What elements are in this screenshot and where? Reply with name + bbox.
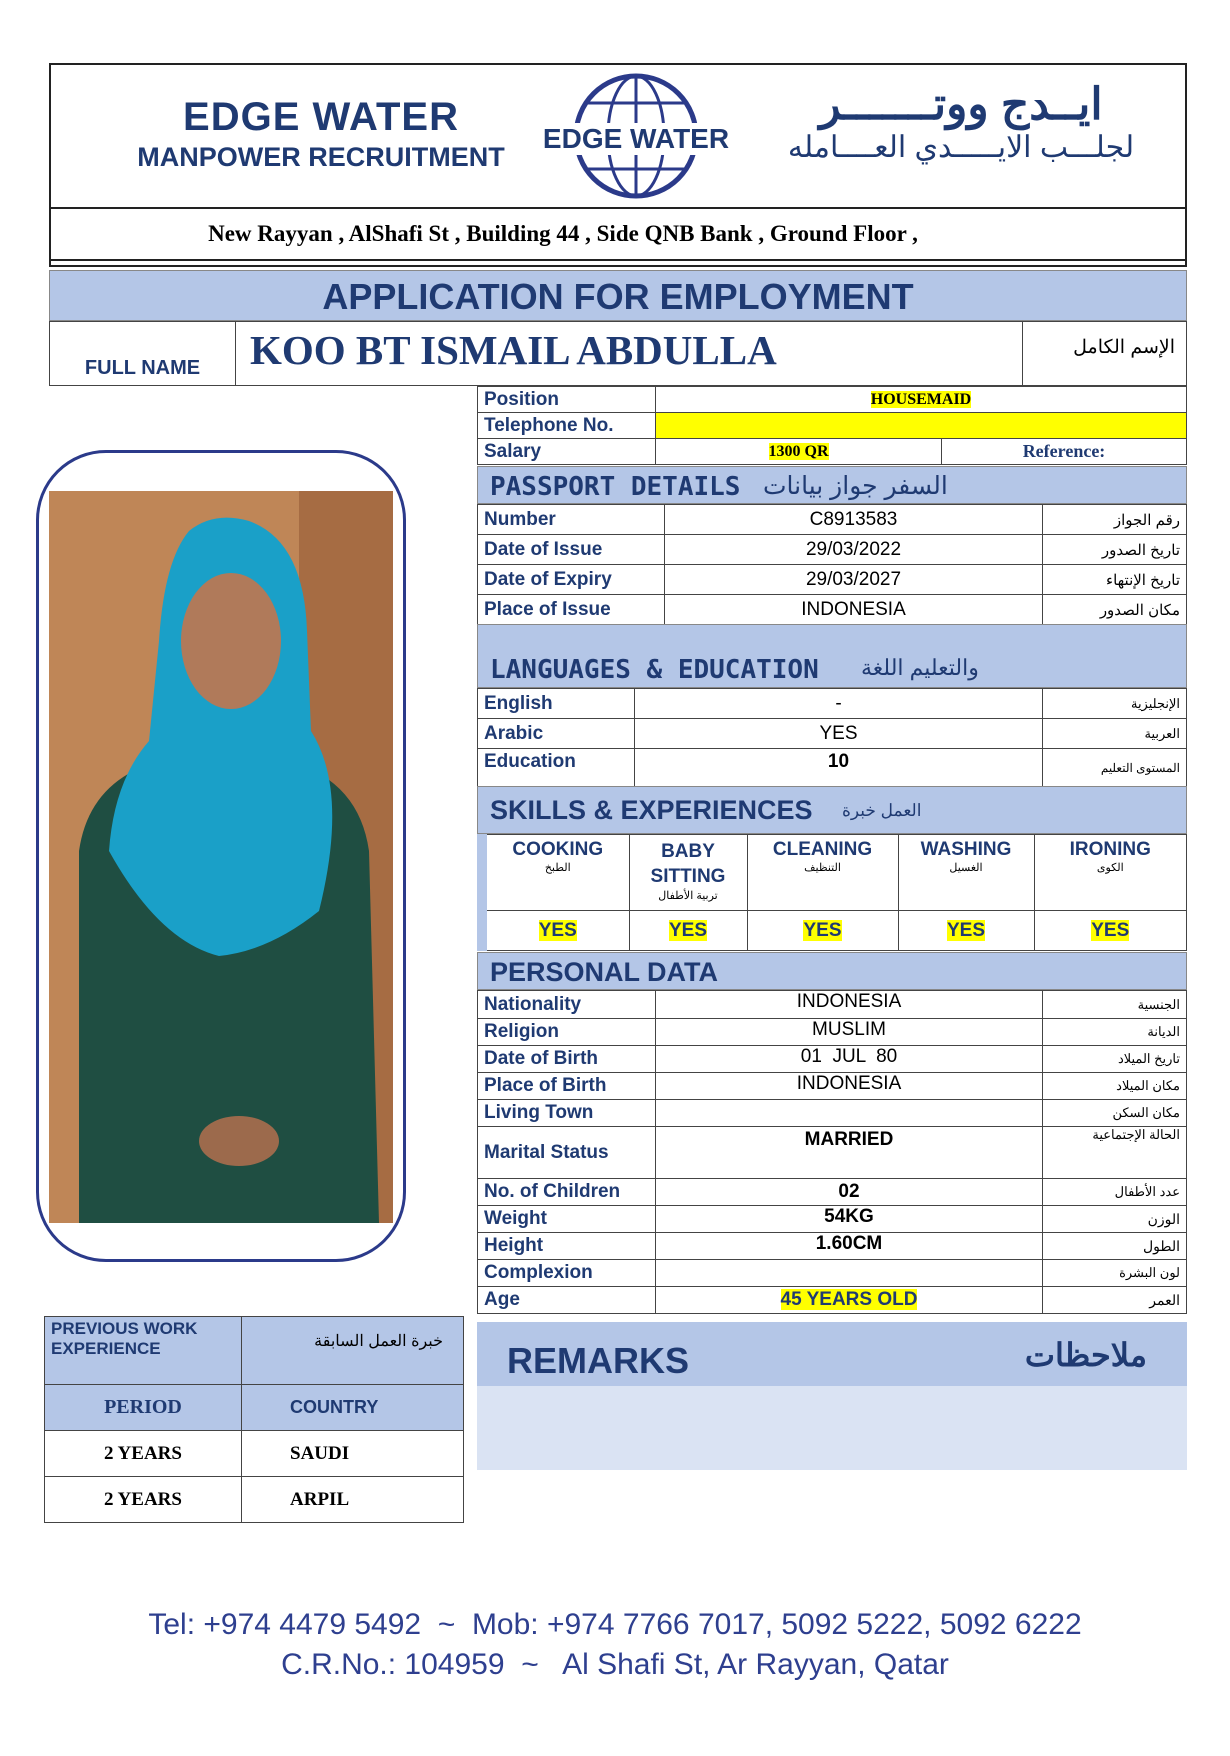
arabic-value: YES <box>635 719 1043 749</box>
complexion-value <box>656 1260 1043 1287</box>
pob-label: Place of Birth <box>478 1073 656 1100</box>
position-cell <box>656 387 1187 413</box>
passport-heading-text: PASSPORT DETAILS <box>490 472 741 502</box>
english-label-ar: الإنجليزية <box>1043 689 1187 719</box>
table-row <box>478 505 1187 535</box>
skill-washing <box>898 835 1034 911</box>
height-label-ar: الطول <box>1043 1233 1187 1260</box>
issue-date-label: Date of Issue <box>478 535 665 565</box>
pob-value: INDONESIA <box>656 1073 1043 1100</box>
complexion-label: Complexion <box>478 1260 656 1287</box>
languages-heading <box>477 624 1187 688</box>
divider <box>1022 322 1023 385</box>
table-row <box>45 1317 464 1385</box>
dob-label: Date of Birth <box>478 1046 656 1073</box>
skill-cleaning-value: YES <box>803 919 842 941</box>
table-row <box>478 1179 1187 1206</box>
brand-right <box>751 79 1171 165</box>
living-town-value <box>656 1100 1043 1127</box>
logo-text: EDGE WATER <box>542 123 730 154</box>
skill-washing-name: WASHING <box>920 839 1012 860</box>
expiry-date-label-ar: تاريخ الإنتهاء <box>1043 565 1187 595</box>
expiry-date-value: 29/03/2027 <box>665 565 1043 595</box>
skill-cooking-name-ar: الطبخ <box>544 862 571 874</box>
applicant-photo <box>49 491 393 1223</box>
position-label: Position <box>478 387 656 413</box>
children-label: No. of Children <box>478 1179 656 1206</box>
page-title: APPLICATION FOR EMPLOYMENT <box>49 270 1187 321</box>
footer-registration: C.R.No.: 104959 ~ Al Shafi St, Ar Rayyan, Qatar <box>281 1648 949 1681</box>
education-value: 10 <box>635 749 1043 787</box>
skill-ironing-name-ar: الكوى <box>1096 862 1124 874</box>
address-bar <box>51 207 1185 261</box>
skills-heading <box>477 786 1187 834</box>
skill-ironing-value: YES <box>1091 919 1130 941</box>
table-row <box>45 1477 464 1523</box>
full-name-value: KOO BT ISMAIL ABDULLA <box>250 327 777 373</box>
period-value: 2 YEARS <box>45 1477 242 1523</box>
skill-cleaning-name-ar: التنظيف <box>804 862 841 874</box>
letterhead <box>49 63 1187 267</box>
table-row <box>478 1100 1187 1127</box>
remarks-label: REMARKS <box>507 1340 690 1381</box>
address-text: New Rayyan , AlShafi St , Building 44 , Side QNB Bank , Ground Floor , <box>208 221 918 246</box>
children-label-ar: عدد الأطفال <box>1043 1179 1187 1206</box>
children-value: 02 <box>656 1179 1043 1206</box>
salary-value: 1300 QR <box>768 442 829 460</box>
education-label: Education <box>478 749 635 787</box>
skill-cooking-name: COOKING <box>512 839 604 860</box>
passport-heading-ar: السفر جواز بيانات <box>763 472 948 500</box>
marital-value: MARRIED <box>656 1127 1043 1179</box>
position-table <box>477 386 1187 465</box>
english-value: - <box>635 689 1043 719</box>
table-row <box>478 1046 1187 1073</box>
age-value: 45 YEARS OLD <box>780 1289 918 1310</box>
nationality-value: INDONESIA <box>656 991 1043 1019</box>
table-row <box>478 991 1187 1019</box>
brand-left <box>111 95 531 173</box>
remarks-section <box>477 1322 1187 1470</box>
brand-right-subtitle: لجلـــب الايـــــدي العــــامله <box>787 131 1135 164</box>
table-row <box>478 595 1187 625</box>
weight-label-ar: الوزن <box>1043 1206 1187 1233</box>
work-experience-heading: PREVIOUS WORK EXPERIENCE <box>45 1317 242 1385</box>
full-name-label: FULL NAME <box>84 357 201 379</box>
complexion-label-ar: لون البشرة <box>1043 1260 1187 1287</box>
person-photo-icon <box>49 491 393 1223</box>
marital-label-ar: الحالة الإجتماعية <box>1043 1127 1187 1179</box>
arabic-label: Arabic <box>478 719 635 749</box>
skill-babysitting <box>629 835 747 911</box>
passport-number-label-ar: رقم الجواز <box>1043 505 1187 535</box>
table-row <box>478 1127 1187 1179</box>
salary-cell <box>656 439 942 465</box>
salary-label: Salary <box>478 439 656 465</box>
weight-label: Weight <box>478 1206 656 1233</box>
telephone-label: Telephone No. <box>478 413 656 439</box>
table-row <box>45 1431 464 1477</box>
skills-heading-text: SKILLS & EXPERIENCES <box>490 795 813 825</box>
personal-table <box>477 990 1187 1314</box>
passport-table <box>477 504 1187 625</box>
living-town-label-ar: مكان السكن <box>1043 1100 1187 1127</box>
table-row <box>478 565 1187 595</box>
table-row <box>478 1019 1187 1046</box>
height-value: 1.60CM <box>656 1233 1043 1260</box>
religion-label: Religion <box>478 1019 656 1046</box>
period-header: PERIOD <box>45 1385 242 1431</box>
religion-label-ar: الديانة <box>1043 1019 1187 1046</box>
table-row <box>478 1287 1187 1314</box>
full-name-label-ar: الإسم الكامل <box>1073 337 1175 358</box>
weight-value: 54KG <box>656 1206 1043 1233</box>
divider <box>235 322 236 385</box>
dob-value: 01 JUL 80 <box>656 1046 1043 1073</box>
issue-date-label-ar: تاريخ الصدور <box>1043 535 1187 565</box>
education-label-ar: المستوى التعليم <box>1043 749 1187 787</box>
age-cell <box>656 1287 1043 1314</box>
skill-cleaning-name: CLEANING <box>772 839 873 860</box>
table-row <box>478 1206 1187 1233</box>
skill-cooking-value: YES <box>538 919 577 941</box>
footer <box>0 1608 1230 1682</box>
table-row <box>478 749 1187 787</box>
table-row <box>478 689 1187 719</box>
languages-heading-ar: والتعليم اللغة <box>861 655 979 680</box>
personal-heading <box>477 952 1187 990</box>
remarks-header <box>477 1322 1187 1386</box>
skill-ironing-name: IRONING <box>1069 839 1151 860</box>
issue-place-value: INDONESIA <box>665 595 1043 625</box>
nationality-label: Nationality <box>478 991 656 1019</box>
skill-babysitting-value: YES <box>668 919 708 941</box>
table-row <box>478 719 1187 749</box>
company-logo <box>541 71 731 201</box>
photo-frame <box>36 450 406 1262</box>
table-row <box>478 1233 1187 1260</box>
period-value: 2 YEARS <box>45 1431 242 1477</box>
skill-cleaning <box>747 835 898 911</box>
marital-label: Marital Status <box>478 1127 656 1179</box>
passport-heading <box>477 466 1187 504</box>
personal-heading-text: PERSONAL DATA <box>490 957 719 987</box>
passport-number-value: C8913583 <box>665 505 1043 535</box>
reference-label: Reference: <box>942 439 1187 465</box>
country-value: ARPIL <box>242 1477 464 1523</box>
position-value: HOUSEMAID <box>870 390 972 408</box>
issue-place-label: Place of Issue <box>478 595 665 625</box>
work-experience-table <box>44 1316 464 1523</box>
nationality-label-ar: الجنسية <box>1043 991 1187 1019</box>
skill-ironing <box>1034 835 1187 911</box>
skill-cooking <box>482 835 629 911</box>
brand-left-title: EDGE WATER <box>183 95 459 139</box>
table-row <box>482 911 1187 951</box>
age-label-ar: العمر <box>1043 1287 1187 1314</box>
brand-right-title: ايــدج ووتـــــــر <box>819 80 1103 129</box>
country-header: COUNTRY <box>242 1385 464 1431</box>
passport-number-label: Number <box>478 505 665 535</box>
table-row <box>478 1073 1187 1100</box>
english-label: English <box>478 689 635 719</box>
skills-heading-ar: العمل خبرة <box>842 801 922 820</box>
table-row <box>45 1385 464 1431</box>
country-value: SAUDI <box>242 1431 464 1477</box>
skill-washing-value: YES <box>946 919 986 941</box>
skill-babysitting-name: BABY SITTING <box>650 841 726 887</box>
languages-table <box>477 688 1187 787</box>
footer-contact: Tel: +974 4479 5492 ~ Mob: +974 7766 7017, 5092 5222, 5092 6222 <box>148 1608 1082 1641</box>
religion-value: MUSLIM <box>656 1019 1043 1046</box>
remarks-label-ar: ملاحظات <box>1024 1337 1147 1373</box>
height-label: Height <box>478 1233 656 1260</box>
pob-label-ar: مكان الميلاد <box>1043 1073 1187 1100</box>
table-row <box>478 535 1187 565</box>
languages-heading-text: LANGUAGES & EDUCATION <box>490 655 819 685</box>
expiry-date-label: Date of Expiry <box>478 565 665 595</box>
skill-washing-name-ar: الغسيل <box>949 862 983 874</box>
telephone-value <box>656 413 1187 439</box>
skills-table <box>477 834 1187 951</box>
table-row <box>482 835 1187 911</box>
living-town-label: Living Town <box>478 1100 656 1127</box>
work-experience-heading-ar: خبرة العمل السابقة <box>242 1317 464 1385</box>
skill-babysitting-name-ar: تربية الأطفال <box>658 890 718 902</box>
issue-place-label-ar: مكان الصدور <box>1043 595 1187 625</box>
dob-label-ar: تاريخ الميلاد <box>1043 1046 1187 1073</box>
brand-left-subtitle: MANPOWER RECRUITMENT <box>137 142 505 172</box>
full-name-row <box>49 321 1187 386</box>
issue-date-value: 29/03/2022 <box>665 535 1043 565</box>
table-row <box>478 1260 1187 1287</box>
arabic-label-ar: العربية <box>1043 719 1187 749</box>
age-label: Age <box>478 1287 656 1314</box>
